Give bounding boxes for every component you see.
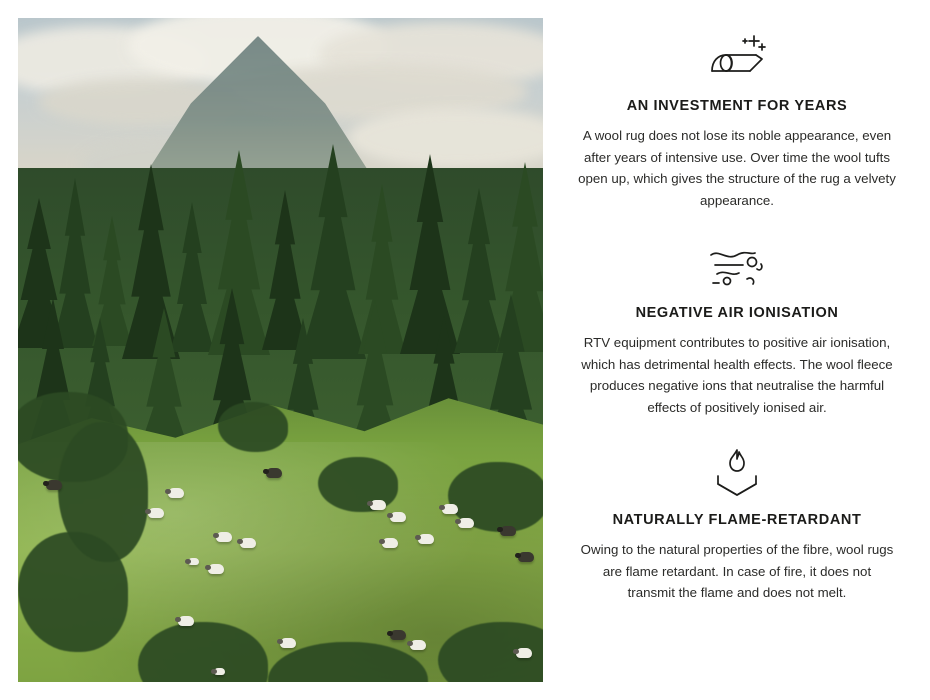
feature-text: A wool rug does not lose its noble appearance, even after years of intensive use. Over time the wool tufts open up, which gives the structure of the rug a velvety appearance. <box>578 128 896 208</box>
sheep <box>382 538 398 548</box>
sheep <box>370 500 386 510</box>
sheep <box>410 640 426 650</box>
feature-text: RTV equipment contributes to positive air ionisation, which has detrimental health effects. The wool fleece produces negative ions that neutralise the harmful effects of positively ionised air. <box>581 335 893 415</box>
sheep <box>280 638 296 648</box>
spruce-tree <box>92 216 132 346</box>
sheep <box>518 552 534 562</box>
shrub <box>218 402 288 452</box>
spruce-tree <box>400 154 460 354</box>
shrub <box>18 532 128 652</box>
sheep <box>418 534 434 544</box>
sheep <box>390 630 406 640</box>
feature-title: NATURALLY FLAME-RETARDANT <box>612 512 862 529</box>
air-ionisation-icon <box>578 237 896 295</box>
sheep <box>216 532 232 542</box>
shrub <box>318 457 398 512</box>
mountain-meadow-sheep-photo <box>18 18 543 682</box>
feature-title: NEGATIVE AIR IONISATION <box>635 305 839 322</box>
sheep <box>214 668 225 675</box>
rolled-rug-sparkle-icon <box>578 30 896 88</box>
spruce-tree <box>454 188 504 353</box>
spruce-tree <box>358 184 406 354</box>
sheep <box>458 518 474 528</box>
feature-text: Owing to the natural properties of the fibre, wool rugs are flame retardant. In case of fire, it does not transmit the flame and does not melt. <box>580 542 894 601</box>
sheep <box>500 526 516 536</box>
spruce-tree <box>496 162 543 352</box>
sheep <box>266 468 282 478</box>
sheep <box>208 564 224 574</box>
sheep <box>442 504 458 514</box>
spruce-tree <box>122 164 180 359</box>
spruce-tree <box>52 178 98 348</box>
feature-investment <box>578 30 896 211</box>
feature-ionisation <box>578 237 896 418</box>
sheep <box>168 488 184 498</box>
sheep <box>148 508 164 518</box>
feature-title: AN INVESTMENT FOR YEARS <box>626 98 848 114</box>
sheep <box>188 558 199 565</box>
sheep <box>240 538 256 548</box>
spruce-tree <box>170 202 214 352</box>
sheep <box>178 616 194 626</box>
sheep <box>516 648 532 658</box>
sheep <box>46 480 62 490</box>
sheep <box>390 512 406 522</box>
spruce-tree <box>300 144 366 359</box>
feature-flame-retardant <box>578 444 896 604</box>
flame-retardant-icon <box>578 444 896 502</box>
feature-list <box>560 0 930 700</box>
spruce-tree <box>262 190 308 350</box>
